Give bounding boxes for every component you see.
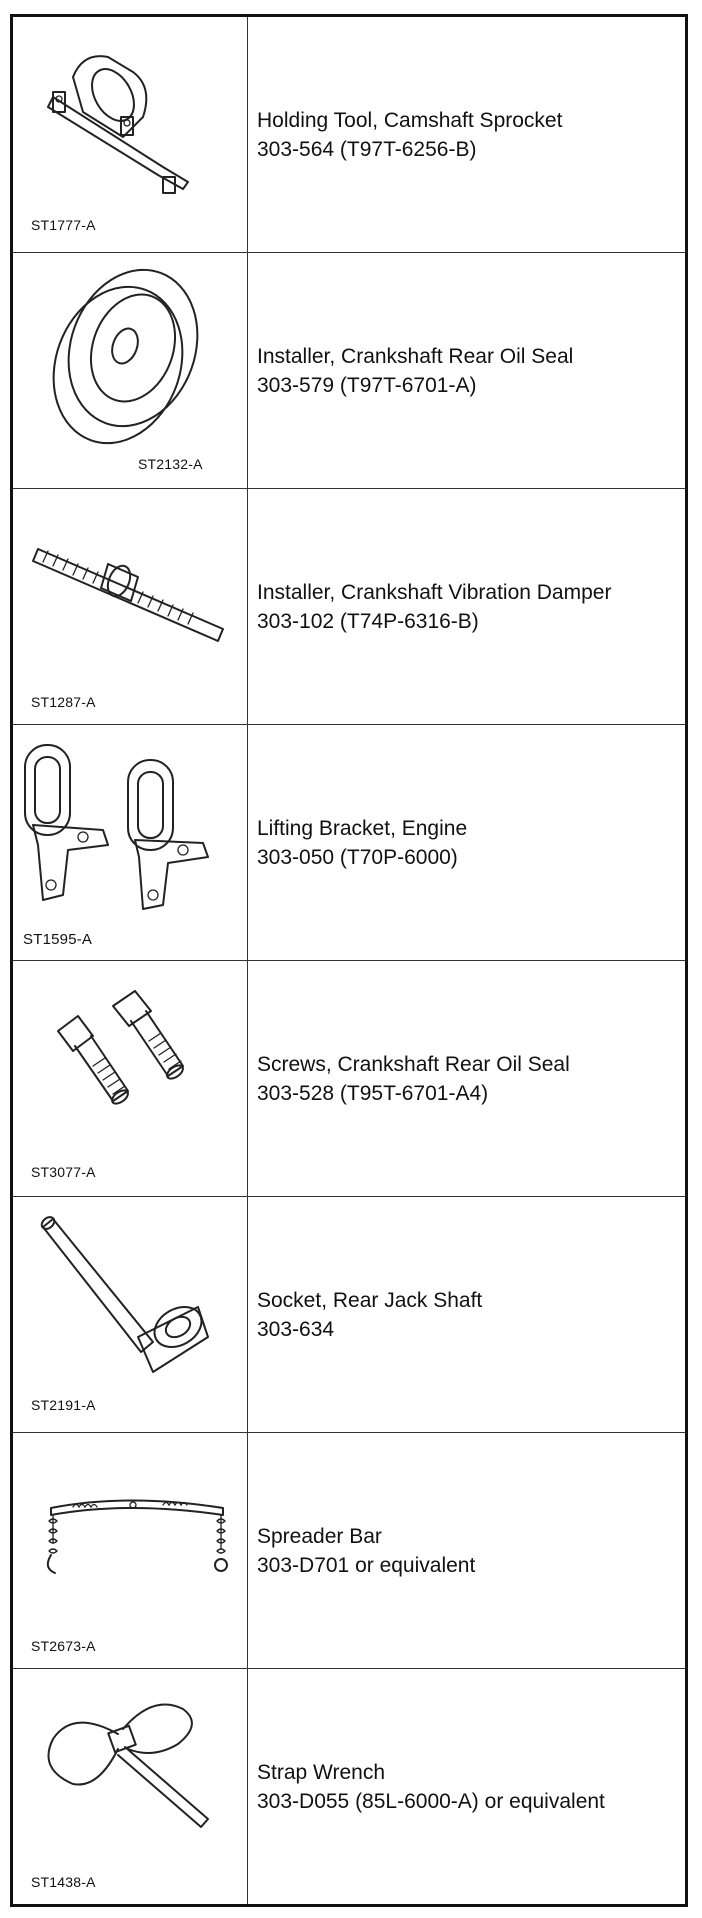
tool-illustration-cell	[13, 961, 248, 1196]
figure-code: ST1287-A	[31, 694, 96, 710]
tool-description	[248, 1197, 685, 1432]
figure-code: ST3077-A	[31, 1164, 96, 1180]
tool-row	[13, 1433, 685, 1669]
figure-code: ST1595-A	[23, 931, 93, 948]
tool-illustration-cell	[13, 1433, 248, 1668]
tool-name: Socket, Rear Jack Shaft	[257, 1288, 483, 1312]
tool-illustration-cell	[13, 725, 248, 960]
rear-oil-seal-installer-icon	[13, 253, 248, 489]
figure-code: ST2132-A	[138, 456, 203, 472]
tool-description	[248, 1669, 685, 1904]
tool-row	[13, 17, 685, 253]
tool-part-number: 303-D701 or equivalent	[257, 1553, 476, 1577]
tool-part-number: 303-564 (T97T-6256-B)	[257, 137, 477, 161]
tool-name: Lifting Bracket, Engine	[257, 816, 468, 840]
figure-code: ST1777-A	[31, 217, 96, 233]
vibration-damper-installer-icon	[13, 489, 248, 725]
rear-oil-seal-screws-icon	[13, 961, 248, 1197]
tool-illustration-cell	[13, 17, 248, 252]
tool-name: Spreader Bar	[257, 1524, 382, 1548]
figure-code: ST2673-A	[31, 1638, 96, 1654]
tool-name: Installer, Crankshaft Vibration Damper	[257, 580, 612, 604]
figure-code: ST1438-A	[31, 1874, 96, 1890]
tool-description	[248, 1433, 685, 1668]
tool-row	[13, 489, 685, 725]
tool-row	[13, 1669, 685, 1904]
tool-row	[13, 961, 685, 1197]
tool-illustration-cell	[13, 489, 248, 724]
spreader-bar-icon	[13, 1433, 248, 1669]
tool-description	[248, 489, 685, 724]
special-tools-table	[10, 14, 688, 1907]
tool-description	[248, 961, 685, 1196]
tool-illustration-cell	[13, 1197, 248, 1432]
strap-wrench-icon	[13, 1669, 248, 1905]
tool-part-number: 303-102 (T74P-6316-B)	[257, 609, 479, 633]
tool-name: Installer, Crankshaft Rear Oil Seal	[257, 344, 574, 368]
tool-name: Holding Tool, Camshaft Sprocket	[257, 108, 563, 132]
tool-name: Screws, Crankshaft Rear Oil Seal	[257, 1052, 570, 1076]
tool-name: Strap Wrench	[257, 1760, 385, 1784]
tool-part-number: 303-579 (T97T-6701-A)	[257, 373, 477, 397]
tool-part-number: 303-634	[257, 1317, 335, 1341]
engine-lifting-bracket-icon	[13, 725, 248, 961]
tool-description	[248, 725, 685, 960]
tool-description	[248, 17, 685, 252]
tool-row	[13, 725, 685, 961]
tool-part-number: 303-D055 (85L-6000-A) or equivalent	[257, 1789, 605, 1813]
tool-row	[13, 1197, 685, 1433]
tool-illustration-cell	[13, 1669, 248, 1904]
figure-code: ST2191-A	[31, 1397, 96, 1413]
tool-description	[248, 253, 685, 488]
tool-part-number: 303-528 (T95T-6701-A4)	[257, 1081, 489, 1105]
tool-row	[13, 253, 685, 489]
tool-part-number: 303-050 (T70P-6000)	[257, 845, 458, 869]
tool-illustration-cell	[13, 253, 248, 488]
